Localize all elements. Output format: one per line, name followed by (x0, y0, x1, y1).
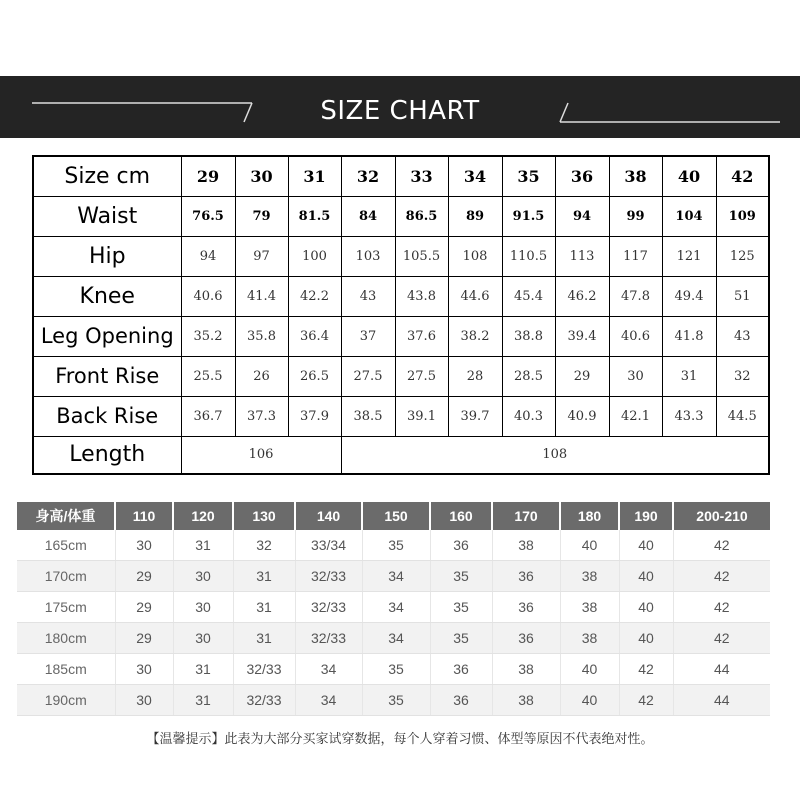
measure-cell: 43.3 (662, 396, 716, 436)
banner-title: SIZE CHART (320, 96, 480, 126)
measure-cell: 32 (716, 356, 769, 396)
size-cell: 30 (115, 654, 173, 685)
measure-label: Front Rise (33, 356, 181, 396)
measure-cell: 97 (235, 236, 288, 276)
size-cell: 38 (609, 156, 662, 196)
height-cell: 190cm (17, 685, 115, 716)
measure-cell: 27.5 (395, 356, 448, 396)
size-cell: 30 (173, 561, 233, 592)
weight-header: 180 (560, 502, 619, 530)
measure-cell: 117 (609, 236, 662, 276)
size-cell: 35 (362, 654, 430, 685)
measure-cell: 38.5 (341, 396, 395, 436)
measure-cell: 99 (609, 196, 662, 236)
size-cell: 36 (430, 530, 492, 561)
measure-label: Leg Opening (33, 316, 181, 356)
measure-cell: 94 (181, 236, 235, 276)
table-row (17, 654, 770, 685)
measure-cell: 38.2 (448, 316, 502, 356)
size-cell: 44 (673, 685, 770, 716)
size-cell: 40 (662, 156, 716, 196)
table-row (17, 530, 770, 561)
height-weight-corner: 身高/体重 (17, 502, 115, 530)
measure-cell: 35.8 (235, 316, 288, 356)
size-cell: 33 (395, 156, 448, 196)
size-cell: 34 (295, 685, 362, 716)
measure-cell: 27.5 (341, 356, 395, 396)
measure-cell: 40.3 (502, 396, 555, 436)
size-cell: 40 (560, 530, 619, 561)
height-cell: 185cm (17, 654, 115, 685)
measure-label: Waist (33, 196, 181, 236)
size-cell: 32 (341, 156, 395, 196)
size-cell: 38 (560, 592, 619, 623)
measure-cell: 47.8 (609, 276, 662, 316)
weight-header: 150 (362, 502, 430, 530)
size-cell: 40 (619, 592, 673, 623)
measure-cell: 105.5 (395, 236, 448, 276)
measure-row-length (33, 436, 769, 474)
size-cell: 42 (673, 623, 770, 654)
size-cell: 36 (430, 685, 492, 716)
measure-cell: 26 (235, 356, 288, 396)
size-cell: 31 (173, 685, 233, 716)
measure-cell: 39.7 (448, 396, 502, 436)
size-cell: 35 (362, 530, 430, 561)
measure-cell: 44.6 (448, 276, 502, 316)
measure-cell: 45.4 (502, 276, 555, 316)
size-cell: 38 (492, 685, 560, 716)
size-cell: 30 (173, 623, 233, 654)
measure-cell: 38.8 (502, 316, 555, 356)
measure-row-back-rise (33, 396, 769, 436)
measure-cell: 37 (341, 316, 395, 356)
measure-cell: 109 (716, 196, 769, 236)
measure-cell: 49.4 (662, 276, 716, 316)
weight-header: 190 (619, 502, 673, 530)
size-cell: 35 (430, 592, 492, 623)
header-row (17, 502, 770, 530)
size-cell: 40 (619, 623, 673, 654)
size-cell: 42 (716, 156, 769, 196)
weight-header: 110 (115, 502, 173, 530)
size-cell: 30 (173, 592, 233, 623)
size-cell: 33/34 (295, 530, 362, 561)
size-cell: 32/33 (233, 654, 295, 685)
size-cell: 36 (492, 623, 560, 654)
size-cell: 38 (560, 561, 619, 592)
size-cell: 29 (115, 592, 173, 623)
size-cell: 40 (560, 654, 619, 685)
measure-cell: 84 (341, 196, 395, 236)
length-cell-short: 106 (181, 436, 341, 474)
measure-cell: 91.5 (502, 196, 555, 236)
size-cell: 29 (181, 156, 235, 196)
size-cell: 32/33 (295, 623, 362, 654)
measure-row-hip (33, 236, 769, 276)
size-cell: 30 (115, 530, 173, 561)
measure-cell: 42.1 (609, 396, 662, 436)
measure-cell: 26.5 (288, 356, 341, 396)
size-cell: 32/33 (233, 685, 295, 716)
measure-row-leg-opening (33, 316, 769, 356)
table-row (17, 561, 770, 592)
measure-cell: 81.5 (288, 196, 341, 236)
measure-cell: 37.3 (235, 396, 288, 436)
measure-cell: 39.1 (395, 396, 448, 436)
size-cell: 42 (619, 654, 673, 685)
measure-cell: 36.4 (288, 316, 341, 356)
size-cell: 35 (430, 561, 492, 592)
weight-header: 200-210 (673, 502, 770, 530)
size-cell: 38 (492, 654, 560, 685)
height-cell: 165cm (17, 530, 115, 561)
measure-label: Hip (33, 236, 181, 276)
measure-cell: 31 (662, 356, 716, 396)
size-cell: 44 (673, 654, 770, 685)
size-cell: 34 (362, 561, 430, 592)
size-cell: 32/33 (295, 592, 362, 623)
measure-cell: 43 (716, 316, 769, 356)
measure-cell: 37.6 (395, 316, 448, 356)
size-cell: 34 (448, 156, 502, 196)
measure-cell: 125 (716, 236, 769, 276)
size-cell: 34 (295, 654, 362, 685)
size-cell: 36 (492, 592, 560, 623)
measure-cell: 43 (341, 276, 395, 316)
measure-cell: 76.5 (181, 196, 235, 236)
size-cell: 32 (233, 530, 295, 561)
size-cell: 40 (560, 685, 619, 716)
size-cell: 38 (492, 530, 560, 561)
size-cell: 31 (288, 156, 341, 196)
measure-cell: 40.9 (555, 396, 609, 436)
size-cell: 29 (115, 623, 173, 654)
measure-cell: 104 (662, 196, 716, 236)
measure-cell: 86.5 (395, 196, 448, 236)
size-cell: 31 (233, 561, 295, 592)
size-row (33, 156, 769, 196)
measure-cell: 41.8 (662, 316, 716, 356)
measure-cell: 37.9 (288, 396, 341, 436)
size-cell: 36 (430, 654, 492, 685)
measure-cell: 42.2 (288, 276, 341, 316)
measure-cell: 51 (716, 276, 769, 316)
measure-cell: 44.5 (716, 396, 769, 436)
height-cell: 170cm (17, 561, 115, 592)
size-cell: 35 (362, 685, 430, 716)
size-cell: 31 (173, 654, 233, 685)
measure-cell: 41.4 (235, 276, 288, 316)
measure-cell: 36.7 (181, 396, 235, 436)
size-cell: 42 (619, 685, 673, 716)
measure-cell: 28 (448, 356, 502, 396)
measure-cell: 40.6 (181, 276, 235, 316)
measure-cell: 43.8 (395, 276, 448, 316)
table-row (17, 623, 770, 654)
measure-cell: 46.2 (555, 276, 609, 316)
table-row (17, 592, 770, 623)
measure-cell: 100 (288, 236, 341, 276)
weight-header: 140 (295, 502, 362, 530)
measure-row-waist (33, 196, 769, 236)
measure-cell: 29 (555, 356, 609, 396)
measure-label: Back Rise (33, 396, 181, 436)
measure-cell: 110.5 (502, 236, 555, 276)
measure-cell: 25.5 (181, 356, 235, 396)
measure-row-front-rise (33, 356, 769, 396)
measure-cell: 30 (609, 356, 662, 396)
height-cell: 180cm (17, 623, 115, 654)
height-weight-table (17, 502, 770, 716)
size-chart-banner (0, 76, 800, 138)
size-cell: 38 (560, 623, 619, 654)
measure-cell: 108 (448, 236, 502, 276)
size-cell: 42 (673, 561, 770, 592)
size-cell: 35 (430, 623, 492, 654)
size-cell: 42 (673, 530, 770, 561)
measure-cell: 35.2 (181, 316, 235, 356)
measure-label: Length (33, 436, 181, 474)
measure-row-knee (33, 276, 769, 316)
size-cell: 31 (233, 592, 295, 623)
size-cell: 35 (502, 156, 555, 196)
fit-tip-note: 【温馨提示】此表为大部分买家试穿数据，每个人穿着习惯、体型等原因不代表绝对性。 (146, 732, 654, 747)
size-cell: 36 (555, 156, 609, 196)
weight-header: 160 (430, 502, 492, 530)
measure-cell: 94 (555, 196, 609, 236)
measure-cell: 28.5 (502, 356, 555, 396)
measure-cell: 121 (662, 236, 716, 276)
size-cell: 42 (673, 592, 770, 623)
length-cell-long: 108 (341, 436, 769, 474)
size-cell: 34 (362, 623, 430, 654)
weight-header: 170 (492, 502, 560, 530)
size-cell: 31 (173, 530, 233, 561)
size-cell: 40 (619, 530, 673, 561)
size-label: Size cm (33, 156, 181, 196)
size-chart-table (32, 155, 770, 475)
measure-cell: 39.4 (555, 316, 609, 356)
size-cell: 32/33 (295, 561, 362, 592)
size-cell: 31 (233, 623, 295, 654)
measure-cell: 89 (448, 196, 502, 236)
weight-header: 130 (233, 502, 295, 530)
measure-cell: 103 (341, 236, 395, 276)
size-cell: 34 (362, 592, 430, 623)
height-cell: 175cm (17, 592, 115, 623)
weight-header: 120 (173, 502, 233, 530)
measure-label: Knee (33, 276, 181, 316)
size-cell: 29 (115, 561, 173, 592)
size-cell: 30 (115, 685, 173, 716)
size-cell: 36 (492, 561, 560, 592)
size-cell: 40 (619, 561, 673, 592)
measure-cell: 40.6 (609, 316, 662, 356)
size-cell: 30 (235, 156, 288, 196)
table-row (17, 685, 770, 716)
measure-cell: 79 (235, 196, 288, 236)
measure-cell: 113 (555, 236, 609, 276)
